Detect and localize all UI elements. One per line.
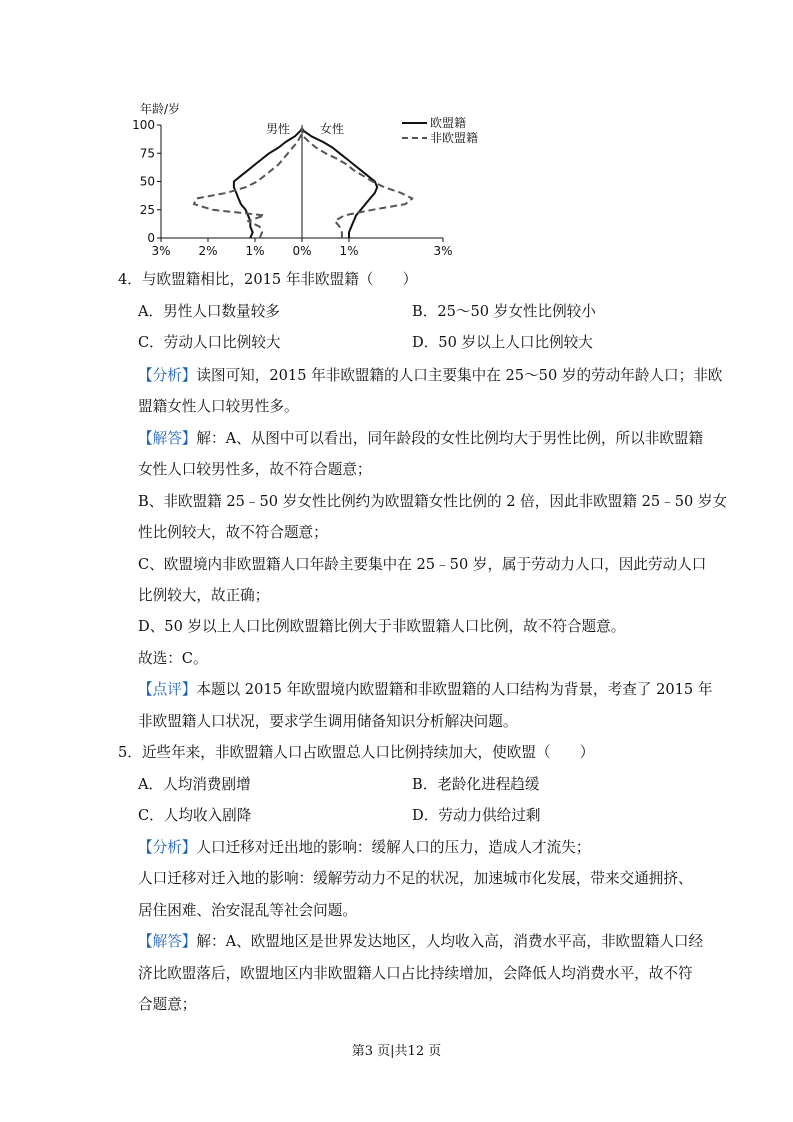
q5-option-a: A．人均消费剧增 [138,776,251,793]
q4-comment-tag: 【点评】 [138,681,197,698]
y-tick-label: 25 [139,202,155,217]
q5-analysis-line-1 [138,838,590,858]
x-tick-label: 0% [292,244,312,258]
series-lines [194,128,413,238]
male-label: 男性 [266,122,291,136]
q4-analysis-line-1 [138,366,722,386]
page-footer: 第3 页|共12 页 [351,1044,442,1059]
y-tick-label: 75 [139,146,155,161]
legend-label-non-eu: 非欧盟籍 [430,131,479,145]
q4-answer-line-3: B、非欧盟籍 25﹣50 岁女性比例约为欧盟籍女性比例的 2 倍，因此非欧盟籍 25﹣50 岁女 [138,493,728,510]
q5-option-c: C．人均收入剧降 [138,807,252,824]
x-tick-label: 1% [245,244,265,258]
q4-stem: 4．与欧盟籍相比，2015 年非欧盟籍（ ） [118,271,418,288]
axes [161,125,443,238]
q4-option-b: B．25～50 岁女性比例较小 [412,303,596,320]
q5-analysis-tag: 【分析】 [138,839,197,856]
x-tick-label: 2% [198,244,218,258]
q4-comment-text-1: 本题以 2015 年欧盟境内欧盟籍和非欧盟籍的人口结构为背景，考查了 2015 年 [196,681,713,698]
q4-answer-line-4: 性比例较大，故不符合题意； [138,524,328,541]
q4-answer-line-2: 女性人口较男性多，故不符合题意； [138,461,372,478]
pyramid-svg [130,96,490,266]
q5-answer-line-1 [138,932,703,952]
population-pyramid-chart [130,96,490,266]
q5-answer-line-3: 合题意； [138,996,197,1013]
legend-label-eu: 欧盟籍 [430,116,467,130]
q4-answer-line-6: 比例较大，故正确； [138,587,270,604]
legend [402,116,478,145]
series-line-non-eu [194,128,413,238]
q4-option-a: A．男性人口数量较多 [138,303,280,320]
y-tick-label: 0 [147,231,155,245]
q4-answer-line-7: D、50 岁以上人口比例欧盟籍比例大于非欧盟籍人口比例，故不符合题意。 [138,618,626,635]
q5-analysis-line-3: 居住困难、治安混乱等社会问题。 [138,902,357,919]
q4-answer-text-1: 解：A、从图中可以看出，同年龄段的女性比例均大于男性比例，所以非欧盟籍 [196,430,704,447]
q4-comment-line-1 [138,680,712,700]
female-label: 女性 [320,122,345,136]
x-tick-label: 1% [339,244,359,258]
q5-answer-tag: 【解答】 [138,933,197,950]
q5-option-d: D．劳动力供给过剩 [412,807,541,824]
q4-option-c: C．劳动人口比例较大 [138,334,281,351]
x-tick-label: 3% [151,244,171,258]
q4-comment-line-2: 非欧盟籍人口状况，要求学生调用储备知识分析解决问题。 [138,713,518,730]
q5-analysis-text-1: 人口迁移对迁出地的影响：缓解人口的压力，造成人才流失； [196,839,591,856]
y-tick-label: 50 [139,174,155,189]
q4-analysis-line-2: 盟籍女性人口较男性多。 [138,398,299,415]
q5-stem: 5．近些年来，非欧盟籍人口占欧盟总人口比例持续加大，使欧盟（ ） [118,744,595,761]
q4-answer-line-1 [138,429,703,449]
q5-answer-line-2: 济比欧盟落后，欧盟地区内非欧盟籍人口占比持续增加，会降低人均消费水平，故不符 [138,965,693,982]
y-axis-label: 年龄/岁 [140,102,181,116]
q5-answer-text-1: 解：A、欧盟地区是世界发达地区，人均收入高，消费水平高，非欧盟籍人口经 [196,933,704,950]
q4-answer-line-8: 故选：C。 [138,650,208,667]
q5-analysis-line-2: 人口迁移对迁入地的影响：缓解劳动力不足的状况，加速城市化发展，带来交通拥挤、 [138,870,693,887]
q4-analysis-tag: 【分析】 [138,367,197,384]
x-tick-label: 3% [433,244,453,258]
q4-analysis-text-1: 读图可知，2015 年非欧盟籍的人口主要集中在 25～50 岁的劳动年龄人口；非欧 [196,367,723,384]
q4-option-d: D．50 岁以上人口比例较大 [412,334,593,351]
q5-option-b: B．老龄化进程趋缓 [412,776,540,793]
q4-answer-line-5: C、欧盟境内非欧盟籍人口年龄主要集中在 25﹣50 岁，属于劳动力人口，因此劳动人口 [138,556,707,573]
q4-answer-tag: 【解答】 [138,430,197,447]
y-tick-label: 100 [132,118,155,132]
